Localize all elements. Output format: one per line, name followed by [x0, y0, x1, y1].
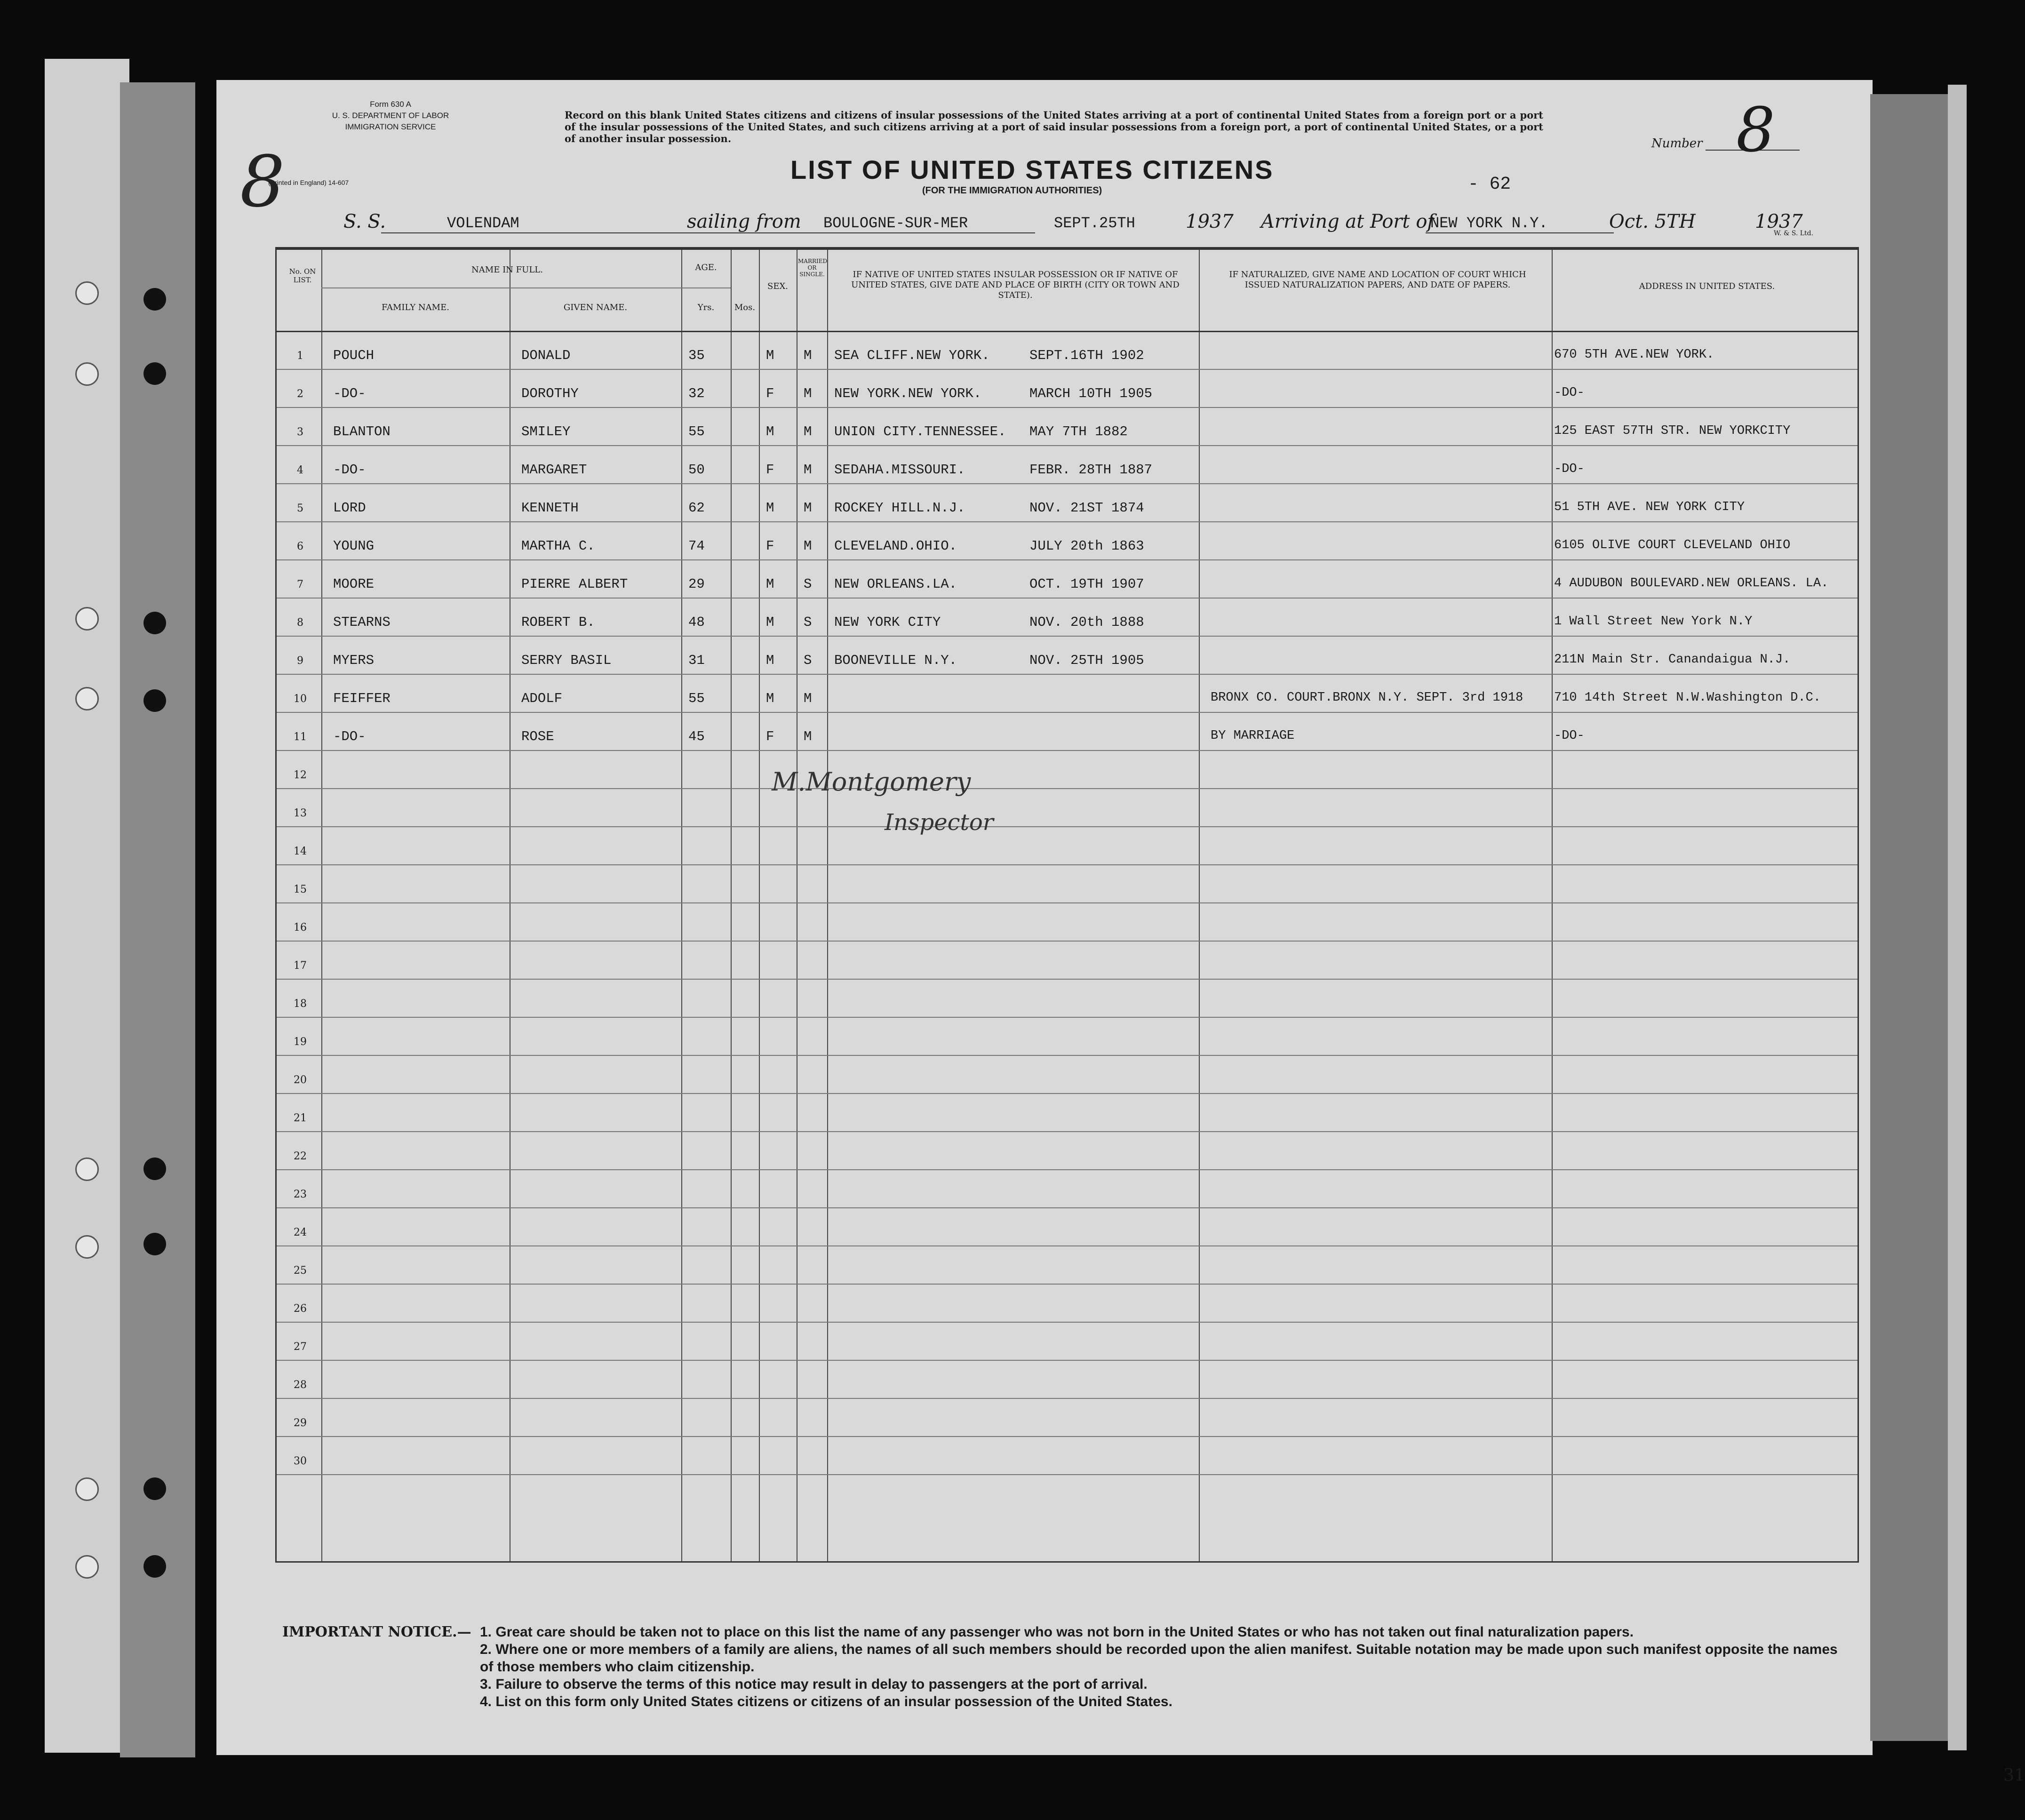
given-name-cell: PIERRE ALBERT [521, 576, 628, 592]
binder-hole [144, 689, 166, 712]
family-name-cell: FEIFFER [333, 691, 391, 706]
header-age: AGE. [695, 263, 717, 272]
birthplace-cell: SEA CLIFF.NEW YORK. [834, 348, 990, 363]
voyage-line [282, 207, 1849, 235]
row-rule [277, 1055, 1858, 1056]
birthplace-cell: CLEVELAND.OHIO. [834, 538, 957, 554]
margin-mark: 8 [240, 141, 285, 223]
row-rule [277, 1398, 1858, 1399]
inspector-signature: M.Montgomery [772, 767, 971, 797]
header-sex: SEX. [767, 281, 788, 291]
binder-hole [144, 612, 166, 634]
row-number: 14 [294, 846, 307, 857]
row-rule [277, 1017, 1858, 1018]
birthdate-cell: MARCH 10TH 1905 [1029, 386, 1153, 401]
birthplace-cell: ROCKEY HILL.N.J. [834, 500, 965, 516]
row-number: 9 [297, 655, 303, 667]
address-cell: 4 AUDUBON BOULEVARD.NEW ORLEANS. LA. [1554, 576, 1829, 591]
row-number: 13 [294, 807, 307, 819]
given-name-cell: MARGARET [521, 462, 587, 478]
age-cell: 29 [688, 576, 705, 592]
row-number: 21 [294, 1112, 307, 1124]
binder-hole [144, 1477, 166, 1500]
birthplace-cell: NEW YORK.NEW YORK. [834, 386, 982, 401]
given-name-cell: ROBERT B. [521, 615, 595, 630]
row-rule [277, 407, 1858, 408]
family-name-cell: YOUNG [333, 538, 375, 554]
binder-hole [144, 1233, 166, 1255]
row-rule [277, 979, 1858, 980]
row-number: 30 [294, 1455, 307, 1467]
age-cell: 74 [688, 538, 705, 554]
birthplace-cell: SEDAHA.MISSOURI. [834, 462, 965, 478]
row-number: 19 [294, 1036, 307, 1048]
row-number: 20 [294, 1074, 307, 1086]
sex-cell: M [766, 691, 774, 706]
family-name-cell: STEARNS [333, 615, 391, 630]
birthplace-cell: BOONEVILLE N.Y. [834, 653, 957, 668]
header-family-name: FAMILY NAME. [382, 303, 449, 312]
age-cell: 55 [688, 424, 705, 439]
row-rule [277, 1322, 1858, 1323]
age-cell: 48 [688, 615, 705, 630]
birthdate-cell: JULY 20th 1863 [1029, 538, 1144, 554]
row-number: 16 [294, 922, 307, 934]
header-mos: Mos. [734, 303, 756, 312]
row-number: 4 [297, 464, 303, 476]
header-name-in-full: NAME IN FULL. [471, 265, 543, 275]
family-name-cell: BLANTON [333, 424, 391, 439]
address-cell: 670 5TH AVE.NEW YORK. [1554, 348, 1714, 362]
sex-cell: M [766, 615, 774, 630]
form-number: Form 630 A [370, 100, 411, 109]
row-number: 28 [294, 1379, 307, 1391]
family-name-cell: -DO- [333, 729, 366, 744]
marital-status-cell: M [804, 348, 812, 363]
number-label: Number [1651, 136, 1703, 151]
family-name-cell: -DO- [333, 386, 366, 401]
row-number: 29 [294, 1417, 307, 1429]
binder-hole [75, 687, 99, 710]
birthplace-cell: NEW ORLEANS.LA. [834, 576, 957, 592]
address-cell: 51 5TH AVE. NEW YORK CITY [1554, 500, 1745, 514]
binder-hole [144, 362, 166, 385]
header-married: MARRIED OR SINGLE. [798, 258, 828, 278]
birthplace-cell: UNION CITY.TENNESSEE. [834, 424, 1006, 439]
given-name-cell: ROSE [521, 729, 554, 744]
family-name-cell: -DO- [333, 462, 366, 478]
row-number: 3 [297, 426, 303, 438]
row-rule [277, 1207, 1858, 1208]
birthdate-cell: OCT. 19TH 1907 [1029, 576, 1144, 592]
row-rule [277, 941, 1858, 942]
birthdate-cell: NOV. 21ST 1874 [1029, 500, 1144, 516]
row-rule [277, 483, 1858, 484]
row-rule [277, 864, 1858, 865]
row-rule [277, 750, 1858, 751]
birthdate-cell: MAY 7TH 1882 [1029, 424, 1128, 439]
sailing-label: sailing from [687, 211, 801, 232]
naturalization-cell: BRONX CO. COURT.BRONX N.Y. SEPT. 3rd 1918 [1211, 691, 1523, 705]
row-number: 18 [294, 998, 307, 1010]
row-rule [277, 598, 1858, 599]
header-given-name: GIVEN NAME. [563, 303, 628, 312]
sex-cell: M [766, 500, 774, 516]
header-birth: IF NATIVE OF UNITED STATES INSULAR POSSESSION OR IF NATIVE OF UNITED STATES, GIVE DATE AND PLACE OF BIRTH (CITY OR TOWN AND STATE). [851, 270, 1180, 300]
address-cell: 211N Main Str. Canandaigua N.J. [1554, 653, 1791, 667]
header-no: No. ON LIST. [289, 267, 316, 284]
row-rule [277, 674, 1858, 675]
address-cell: -DO- [1554, 729, 1585, 743]
address-cell: 125 EAST 57TH STR. NEW YORKCITY [1554, 424, 1791, 438]
address-cell: 710 14th Street N.W.Washington D.C. [1554, 691, 1821, 705]
page-title: LIST OF UNITED STATES CITIZENS [790, 155, 1274, 184]
row-number: 8 [297, 617, 303, 629]
marital-status-cell: M [804, 729, 812, 744]
family-name-cell: MOORE [333, 576, 375, 592]
sex-cell: M [766, 576, 774, 592]
age-cell: 62 [688, 500, 705, 516]
row-number: 10 [294, 693, 307, 705]
binder-hole [75, 1157, 99, 1181]
family-name-cell: MYERS [333, 653, 375, 668]
row-number: 2 [297, 388, 303, 400]
row-rule [277, 1131, 1858, 1132]
header-address: ADDRESS IN UNITED STATES. [1639, 281, 1775, 291]
marital-status-cell: S [804, 615, 812, 630]
row-number: 1 [297, 350, 303, 362]
row-number: 22 [294, 1150, 307, 1162]
notice-item: 3. Failure to observe the terms of this notice may result in delay to passengers at the port of arrival. [480, 1676, 1148, 1692]
given-name-cell: MARTHA C. [521, 538, 595, 554]
sheet-number: 31 [2003, 1766, 2025, 1785]
row-number: 27 [294, 1341, 307, 1353]
row-number: 7 [297, 579, 303, 591]
row-rule [277, 1474, 1858, 1475]
marital-status-cell: S [804, 576, 812, 592]
birthdate-cell: NOV. 25TH 1905 [1029, 653, 1144, 668]
binder-hole [75, 281, 99, 305]
row-number: 15 [294, 884, 307, 895]
given-name-cell: DOROTHY [521, 386, 579, 401]
row-number: 23 [294, 1189, 307, 1200]
row-number: 17 [294, 960, 307, 972]
age-cell: 55 [688, 691, 705, 706]
sex-cell: F [766, 462, 774, 478]
header-yrs: Yrs. [697, 303, 715, 312]
address-cell: 6105 OLIVE COURT CLEVELAND OHIO [1554, 538, 1791, 552]
page-subtitle: (FOR THE IMMIGRATION AUTHORITIES) [922, 185, 1102, 196]
date-to: Oct. 5TH [1609, 211, 1696, 232]
ship-name: VOLENDAM [447, 215, 519, 232]
binder-hole [75, 607, 99, 631]
binder-shadow [120, 82, 195, 1757]
sex-cell: F [766, 538, 774, 554]
age-cell: 32 [688, 386, 705, 401]
row-rule [277, 521, 1858, 522]
ss-label: S. S. [343, 211, 386, 232]
marital-status-cell: S [804, 653, 812, 668]
given-name-cell: DONALD [521, 348, 571, 363]
printed-note: (Printed in England) 14-607 [268, 179, 349, 186]
sex-cell: M [766, 348, 774, 363]
row-rule [277, 1284, 1858, 1285]
notice-item: 2. Where one or more members of a family are aliens, the names of all such members should be recorded upon the alien manifest. Suitable notation may be made upon such manifest opposite the names of those members who claim citizenship. [480, 1642, 1838, 1675]
binder-hole [75, 362, 99, 386]
birthdate-cell: NOV. 20th 1888 [1029, 615, 1144, 630]
binder-hole [75, 1477, 99, 1501]
port-from: BOULOGNE-SUR-MER [823, 215, 968, 232]
binder-hole [144, 1555, 166, 1578]
row-rule [277, 712, 1858, 713]
page-mark: - 62 [1468, 174, 1511, 194]
marital-status-cell: M [804, 691, 812, 706]
given-name-cell: KENNETH [521, 500, 579, 516]
notice-item: 4. List on this form only United States citizens or citizens of an insular possession of the United States. [480, 1694, 1172, 1709]
row-number: 12 [294, 769, 307, 781]
row-rule [277, 1169, 1858, 1170]
department-name: U. S. DEPARTMENT OF LABOR [332, 111, 449, 120]
family-name-cell: POUCH [333, 348, 375, 363]
sex-cell: F [766, 386, 774, 401]
birthdate-cell: SEPT.16TH 1902 [1029, 348, 1144, 363]
marital-status-cell: M [804, 500, 812, 516]
binder-hole [144, 288, 166, 311]
row-rule [277, 369, 1858, 370]
notice-item: 1. Great care should be taken not to place on this list the name of any passenger who was not born in the United States or who has not taken out final naturalization papers. [480, 1624, 1634, 1640]
row-rule [277, 636, 1858, 637]
port-to: NEW YORK N.Y. [1430, 215, 1548, 232]
sex-cell: M [766, 653, 774, 668]
binder-hole [144, 1157, 166, 1180]
age-cell: 50 [688, 462, 705, 478]
row-number: 25 [294, 1265, 307, 1277]
row-rule [277, 788, 1858, 789]
header-naturalized: IF NATURALIZED, GIVE NAME AND LOCATION OF COURT WHICH ISSUED NATURALIZATION PAPERS, AND DATE OF PAPERS. [1229, 270, 1526, 290]
page-edge-shadow [1870, 94, 1948, 1741]
row-rule [277, 1436, 1858, 1437]
address-cell: -DO- [1554, 386, 1585, 400]
birthdate-cell: FEBR. 28TH 1887 [1029, 462, 1153, 478]
row-number: 5 [297, 503, 303, 514]
marital-status-cell: M [804, 386, 812, 401]
list-number: 8 [1736, 94, 1775, 166]
marital-status-cell: M [804, 538, 812, 554]
service-name: IMMIGRATION SERVICE [345, 122, 436, 131]
given-name-cell: ADOLF [521, 691, 563, 706]
sex-cell: M [766, 424, 774, 439]
arriving-label: Arriving at Port of [1261, 211, 1435, 232]
row-number: 6 [297, 541, 303, 552]
row-rule [277, 559, 1858, 560]
binder-hole [75, 1555, 99, 1579]
instructions-text: Record on this blank United States citizens and citizens of insular possessions of the United States arriving at a port of continental United States from a foreign port or a port of the insular possessions of the United States, and such citizens arriving at a port of said insular possessions from a foreign port, a port of continental United States, or a port of another insular possession. [565, 109, 1543, 144]
row-rule [277, 902, 1858, 903]
row-rule [277, 826, 1858, 827]
address-cell: -DO- [1554, 462, 1585, 476]
age-cell: 45 [688, 729, 705, 744]
year-to: 1937 [1755, 211, 1803, 232]
year-from: 1937 [1186, 211, 1234, 232]
row-rule [277, 1093, 1858, 1094]
notice-heading: IMPORTANT NOTICE.— [282, 1624, 471, 1640]
family-name-cell: LORD [333, 500, 366, 516]
given-name-cell: SMILEY [521, 424, 571, 439]
birthplace-cell: NEW YORK CITY [834, 615, 941, 630]
address-cell: 1 Wall Street New York N.Y [1554, 615, 1753, 629]
form-identifier [292, 99, 489, 133]
row-number: 11 [294, 731, 307, 743]
age-cell: 35 [688, 348, 705, 363]
row-rule [277, 1245, 1858, 1246]
printer-mark: W. & S. Ltd. [1774, 230, 1814, 237]
date-from: SEPT.25TH [1054, 215, 1135, 232]
row-rule [277, 1360, 1858, 1361]
naturalization-cell: BY MARRIAGE [1211, 729, 1295, 743]
marital-status-cell: M [804, 424, 812, 439]
binder-hole [75, 1235, 99, 1259]
inspector-signature-2: Inspector [885, 809, 994, 836]
marital-status-cell: M [804, 462, 812, 478]
page-edge [1948, 85, 1967, 1750]
row-number: 26 [294, 1303, 307, 1315]
given-name-cell: SERRY BASIL [521, 653, 612, 668]
age-cell: 31 [688, 653, 705, 668]
sex-cell: F [766, 729, 774, 744]
row-rule [277, 445, 1858, 446]
row-number: 24 [294, 1227, 307, 1238]
